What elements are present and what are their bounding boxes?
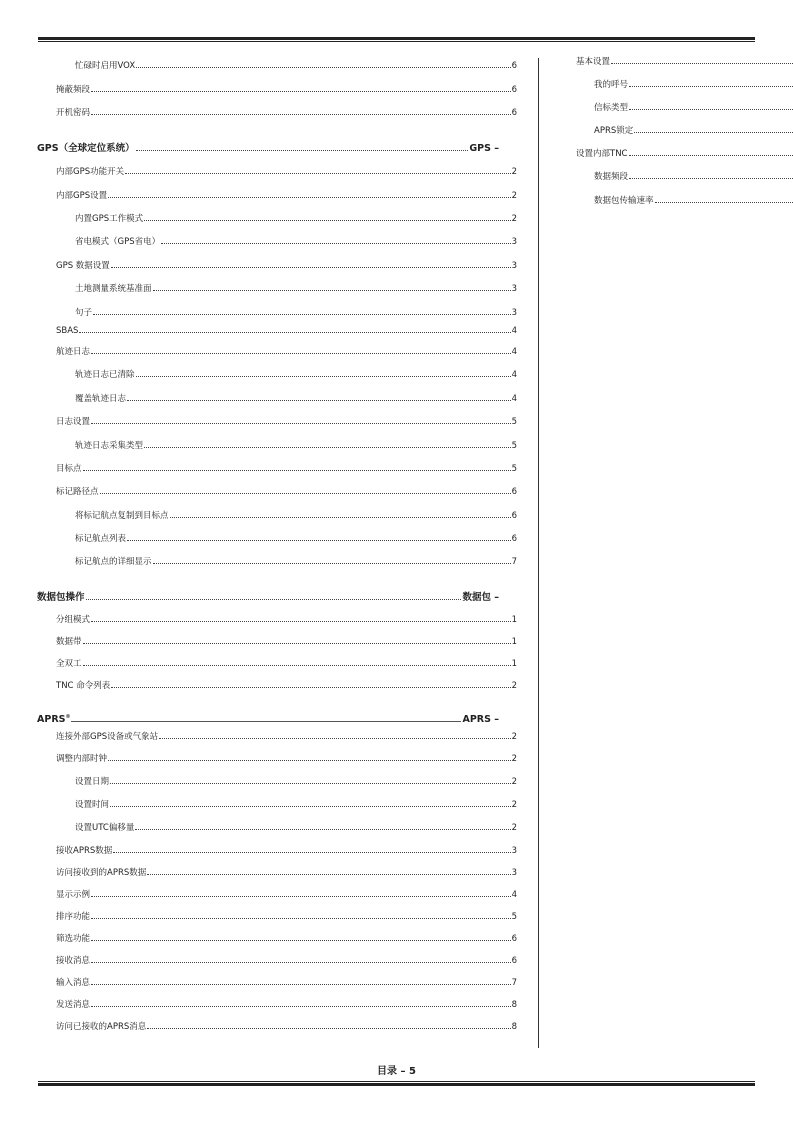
toc-page-number: 2 [511, 732, 517, 742]
toc-entry-title [56, 867, 146, 879]
toc-page-number: 6 [511, 934, 517, 944]
toc-page-number: 2 [511, 167, 517, 177]
toc-entry-title [37, 143, 135, 155]
toc-page-number: 6 [511, 487, 517, 497]
toc-entry-title-text: 掩蔽频段 [56, 85, 91, 95]
dot-leader [153, 290, 511, 291]
dot-leader [144, 447, 511, 448]
dot-leader [91, 621, 511, 622]
dot-leader [108, 197, 510, 198]
dot-leader [71, 721, 461, 722]
toc-entry[interactable] [75, 510, 517, 522]
toc-entry-title-text: 句子 [75, 308, 93, 318]
toc-entry-title [75, 533, 126, 545]
dot-leader [91, 918, 511, 919]
dot-leader [91, 91, 511, 92]
dot-leader [91, 1006, 511, 1007]
toc-entry[interactable] [576, 148, 793, 160]
toc-page-number: 2 [511, 681, 517, 691]
toc-entry-title [75, 283, 152, 295]
toc-entry[interactable] [75, 776, 517, 788]
toc-entry[interactable] [75, 307, 517, 319]
bottom-double-rule-thick [38, 1083, 755, 1086]
dot-leader [110, 783, 511, 784]
toc-entry-title [56, 731, 158, 743]
toc-entry-title-text: 忙碌时启用VOX [75, 61, 136, 71]
toc-entry-title-text: 设置时间 [75, 800, 110, 810]
toc-entry[interactable] [56, 867, 517, 879]
toc-entry[interactable] [594, 195, 793, 207]
toc-page-number: 5 [511, 417, 517, 427]
dot-leader [629, 109, 793, 110]
toc-entry-title [75, 776, 109, 788]
toc-entry-title [56, 325, 78, 337]
toc-page-number: 7 [511, 557, 517, 567]
dot-leader [629, 155, 793, 156]
toc-entry[interactable] [56, 933, 517, 945]
toc-page-number: 6 [511, 956, 517, 966]
toc-entry[interactable] [56, 977, 517, 989]
dot-leader [83, 665, 511, 666]
toc-page-number: 2 [511, 754, 517, 764]
toc-entry-title-text: 数据带 [56, 637, 82, 647]
toc-entry[interactable] [56, 999, 517, 1011]
dot-leader [159, 738, 510, 739]
toc-entry-title [594, 125, 633, 137]
dot-leader [147, 874, 510, 875]
toc-entry-title [56, 463, 82, 475]
toc-entry-title-text: 排序功能 [56, 912, 91, 922]
dot-leader [108, 760, 511, 761]
toc-entry-title [56, 1021, 146, 1033]
toc-entry[interactable] [75, 369, 517, 381]
dot-leader [110, 806, 511, 807]
toc-entry[interactable] [56, 680, 517, 692]
dot-leader [86, 599, 462, 600]
toc-entry-title [56, 346, 90, 358]
toc-entry-title-text: 标记路径点 [56, 487, 99, 497]
toc-entry-title-text: TNC 命令列表 [56, 681, 111, 691]
toc-page-number: 3 [511, 868, 517, 878]
toc-entry-title-text: APRS [37, 714, 66, 726]
toc-entry-title [56, 658, 82, 670]
dot-leader [91, 896, 511, 897]
toc-entry-title-text: 发送消息 [56, 1000, 91, 1010]
toc-page-number: 1 [511, 615, 517, 625]
dot-leader [153, 563, 511, 564]
toc-entry[interactable] [56, 84, 517, 96]
toc-entry-title [75, 393, 126, 405]
toc-entry[interactable] [56, 190, 517, 202]
toc-entry[interactable] [75, 393, 517, 405]
dot-leader [136, 67, 510, 68]
toc-entry[interactable] [75, 556, 517, 568]
toc-entry-title [56, 753, 107, 765]
toc-entry-title-text: 将标记航点复制到目标点 [75, 511, 169, 521]
toc-entry[interactable] [56, 889, 517, 901]
toc-entry[interactable] [75, 60, 517, 72]
toc-page-number: 3 [511, 846, 517, 856]
dot-leader [170, 517, 511, 518]
toc-entry[interactable] [56, 463, 517, 475]
toc-entry-title-text: 我的呼号 [594, 80, 629, 90]
dot-leader [93, 314, 511, 315]
toc-entry-title-text: 数据包传输速率 [594, 196, 654, 206]
toc-entry-title [75, 369, 135, 381]
toc-entry[interactable] [56, 614, 517, 626]
toc-page-number: 3 [511, 261, 517, 271]
toc-entry-title [594, 195, 654, 207]
toc-entry[interactable] [56, 731, 517, 743]
toc-entry[interactable] [56, 325, 517, 337]
toc-page-number: 6 [511, 108, 517, 118]
toc-entry-title-text: 数据频段 [594, 172, 629, 182]
toc-entry-title-text: 设置日期 [75, 777, 110, 787]
toc-entry[interactable] [594, 125, 793, 137]
toc-page-number: 6 [511, 61, 517, 71]
toc-entry-title [37, 711, 70, 726]
toc-entry-title-text: 访问已接收的APRS消息 [56, 1022, 147, 1032]
toc-entry-title-text: 数据包操作 [37, 592, 85, 603]
toc-entry[interactable] [56, 260, 517, 272]
toc-entry-title-text: 接收消息 [56, 956, 91, 966]
toc-entry-title-text: GPS 数据设置 [56, 261, 110, 271]
toc-entry-title [576, 148, 628, 160]
toc-entry[interactable] [56, 346, 517, 358]
toc-entry-title [56, 999, 90, 1011]
toc-entry[interactable] [75, 213, 517, 225]
toc-page-number: 4 [511, 326, 517, 336]
dot-leader [83, 643, 511, 644]
dot-leader [136, 150, 469, 151]
toc-entry-title [594, 79, 628, 91]
toc-entry-title-text: GPS（全球定位系统） [37, 143, 135, 154]
toc-entry-title [75, 510, 169, 522]
toc-entry-title-text: 覆盖轨迹日志 [75, 394, 127, 404]
toc-entry-title-text: 设置UTC偏移量 [75, 823, 135, 833]
toc-entry[interactable] [75, 533, 517, 545]
toc-page-number: 6 [511, 534, 517, 544]
toc-entry[interactable] [56, 166, 517, 178]
toc-page-number: 7 [511, 978, 517, 988]
dot-leader [161, 243, 510, 244]
toc-entry-title [75, 307, 92, 319]
toc-entry-title [56, 260, 110, 272]
toc-page-number: 3 [511, 308, 517, 318]
toc-entry-title [56, 614, 90, 626]
toc-entry[interactable] [56, 911, 517, 923]
toc-entry[interactable] [56, 658, 517, 670]
toc-entry[interactable] [56, 636, 517, 648]
toc-entry-title [75, 556, 152, 568]
toc-page-number: 4 [511, 394, 517, 404]
toc-entry-title-text: 内部GPS功能开关 [56, 167, 125, 177]
toc-entry-title [594, 171, 628, 183]
dot-leader [111, 687, 510, 688]
dot-leader [144, 220, 510, 221]
toc-entry-title [75, 60, 135, 72]
dot-leader [91, 940, 511, 941]
toc-entry-title [56, 955, 90, 967]
top-double-rule-thick [38, 37, 755, 40]
toc-entry-title [56, 977, 90, 989]
toc-entry-title-text: 标记航点的详细显示 [75, 557, 152, 567]
dot-leader [135, 829, 510, 830]
toc-entry-title [56, 680, 110, 692]
toc-page-number: 数据包 – [462, 592, 499, 603]
toc-page-number: 5 [511, 912, 517, 922]
toc-entry-title-text: SBAS [56, 326, 79, 336]
toc-page-number: 6 [511, 85, 517, 95]
toc-entry-title-text: 内部GPS设置 [56, 191, 108, 201]
dot-leader [147, 1028, 510, 1029]
registered-mark: ® [65, 714, 71, 720]
toc-entry-title [37, 592, 85, 604]
toc-entry-title-text: 省电模式（GPS省电） [75, 237, 161, 247]
toc-entry[interactable] [594, 79, 793, 91]
toc-entry-title-text: 全双工 [56, 659, 82, 669]
toc-entry-title [56, 911, 90, 923]
toc-entry-title [56, 845, 112, 857]
bottom-double-rule-thin [38, 1081, 755, 1082]
toc-entry-title-text: 信标类型 [594, 103, 629, 113]
toc-entry-title-text: 调整内部时钟 [56, 754, 108, 764]
top-double-rule-thin [38, 41, 755, 42]
toc-entry-title-text: 输入消息 [56, 978, 91, 988]
toc-entry-title-text: 目标点 [56, 464, 82, 474]
toc-page-number: 3 [511, 237, 517, 247]
toc-entry[interactable] [75, 283, 517, 295]
toc-page-number: 1 [511, 637, 517, 647]
toc-entry-title [75, 213, 143, 225]
toc-entry-title-text: 标记航点列表 [75, 534, 127, 544]
dot-leader [629, 86, 793, 87]
toc-entry[interactable] [56, 486, 517, 498]
toc-entry-title-text: 分组模式 [56, 615, 91, 625]
toc-entry-title [56, 636, 82, 648]
dot-leader [629, 178, 793, 179]
toc-entry[interactable] [56, 955, 517, 967]
toc-page-number: 6 [511, 511, 517, 521]
toc-entry-title-text: 显示示例 [56, 890, 91, 900]
toc-section-heading[interactable] [37, 711, 499, 728]
toc-entry-title [56, 166, 124, 178]
dot-leader [111, 267, 511, 268]
toc-page-number: 2 [511, 800, 517, 810]
dot-leader [91, 962, 511, 963]
dot-leader [634, 132, 793, 133]
toc-entry[interactable] [576, 56, 793, 68]
toc-page-number: 2 [511, 214, 517, 224]
dot-leader [125, 173, 510, 174]
toc-entry[interactable] [75, 822, 517, 834]
dot-leader [655, 202, 793, 203]
toc-page-number: 4 [511, 347, 517, 357]
toc-page-number: 3 [511, 284, 517, 294]
toc-entry-title [56, 933, 90, 945]
toc-entry[interactable] [75, 236, 517, 248]
toc-section-heading[interactable] [37, 143, 499, 155]
dot-leader [136, 376, 511, 377]
toc-entry[interactable] [56, 107, 517, 119]
toc-page-number: 2 [511, 191, 517, 201]
toc-entry-title [75, 822, 134, 834]
toc-entry-title-text: 设置内部TNC [576, 149, 628, 159]
toc-entry[interactable] [56, 416, 517, 428]
toc-section-heading[interactable] [37, 592, 499, 604]
dot-leader [611, 63, 793, 64]
toc-entry-title [56, 889, 90, 901]
toc-entry-title-text: 土地测量系统基准面 [75, 284, 152, 294]
toc-entry-title [75, 799, 109, 811]
toc-entry-title [56, 190, 107, 202]
toc-page-number: 5 [511, 464, 517, 474]
page-footer: 目录 – 5 [377, 1066, 416, 1077]
toc-page-number: 4 [511, 890, 517, 900]
column-divider [538, 58, 539, 1048]
toc-entry-title-text: 轨迹日志采集类型 [75, 441, 144, 451]
toc-entry-title [56, 416, 90, 428]
toc-entry-title [594, 102, 628, 114]
toc-entry[interactable] [75, 440, 517, 452]
toc-entry-title [56, 84, 90, 96]
toc-page-number: APRS – [462, 714, 499, 726]
toc-page-number: 4 [511, 370, 517, 380]
dot-leader [91, 353, 511, 354]
toc-page-number: GPS – [469, 143, 499, 154]
toc-entry-title-text: 航迹日志 [56, 347, 91, 357]
toc-page-number: 1 [511, 659, 517, 669]
dot-leader [91, 423, 511, 424]
toc-page-number: 8 [511, 1022, 517, 1032]
toc-entry-title-text: 日志设置 [56, 417, 91, 427]
dot-leader [127, 400, 511, 401]
toc-entry-title [75, 440, 143, 452]
toc-entry[interactable] [56, 753, 517, 765]
toc-entry[interactable] [594, 102, 793, 114]
toc-entry-title-text: 内置GPS工作模式 [75, 214, 144, 224]
toc-entry[interactable] [75, 799, 517, 811]
dot-leader [100, 493, 511, 494]
toc-entry[interactable] [56, 1021, 517, 1033]
dot-leader [91, 114, 511, 115]
toc-entry-title [75, 236, 160, 248]
toc-page-number: 2 [511, 823, 517, 833]
toc-entry-title [56, 486, 99, 498]
toc-entry-title [576, 56, 610, 68]
toc-entry-title-text: APRS锁定 [594, 126, 634, 136]
toc-entry-title-text: 接收APRS数据 [56, 846, 113, 856]
dot-leader [83, 470, 511, 471]
toc-page-number: 2 [511, 777, 517, 787]
toc-entry-title-text: 访问接收到的APRS数据 [56, 868, 147, 878]
toc-page-number: 5 [511, 441, 517, 451]
dot-leader [127, 540, 511, 541]
toc-entry-title-text: 开机密码 [56, 108, 91, 118]
toc-page-number: 8 [511, 1000, 517, 1010]
toc-entry-title-text: 筛选功能 [56, 934, 91, 944]
toc-entry-title-text: 基本设置 [576, 57, 611, 67]
toc-entry-title [56, 107, 90, 119]
toc-entry-title-text: 连接外部GPS设备或气象站 [56, 732, 159, 742]
toc-entry[interactable] [594, 171, 793, 183]
dot-leader [91, 984, 511, 985]
toc-entry[interactable] [56, 845, 517, 857]
dot-leader [79, 332, 510, 333]
toc-entry-title-text: 轨迹日志已清除 [75, 370, 135, 380]
dot-leader [113, 852, 510, 853]
